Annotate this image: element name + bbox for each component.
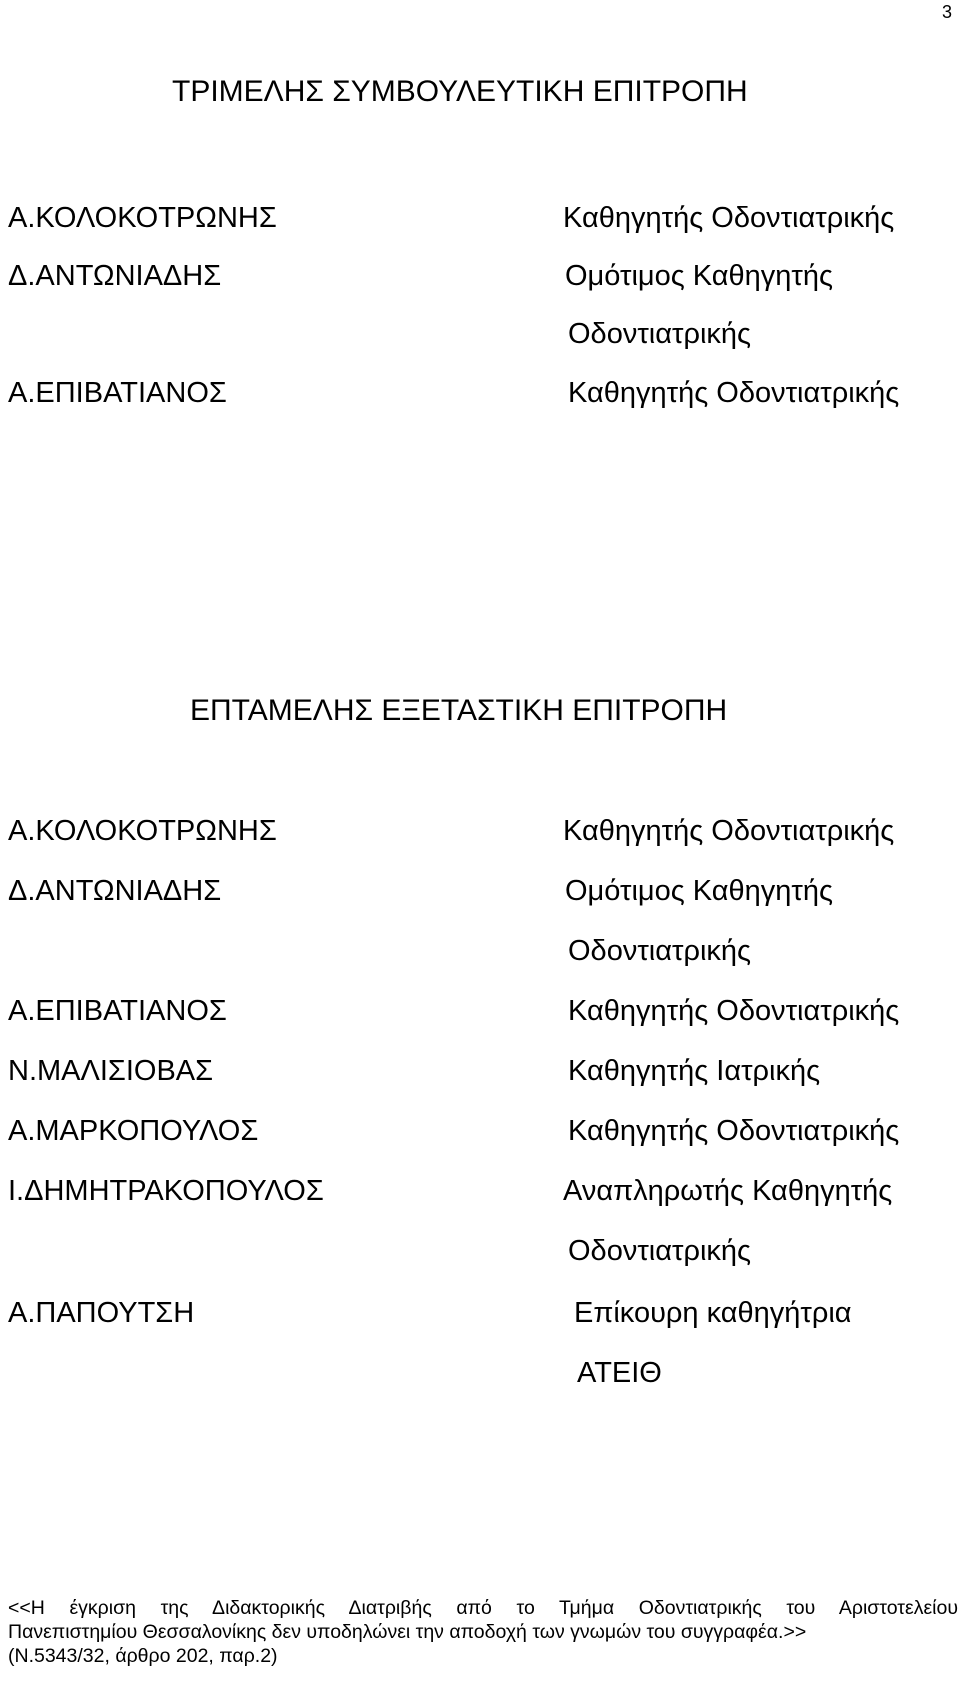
disclaimer-line: Πανεπιστημίου Θεσσαλονίκης δεν υποδηλώνει την αποδοχή των γνωμών του συγγραφέα.>>	[8, 1621, 807, 1643]
examination-member-title: Καθηγητής Οδοντιατρικής	[568, 995, 900, 1027]
examination-committee-title: ΕΠΤΑΜΕΛΗΣ ΕΞΕΤΑΣΤΙΚΗ ΕΠΙΤΡΟΠΗ	[190, 694, 728, 727]
examination-member-title-continued: Οδοντιατρικής	[568, 1235, 751, 1267]
examination-member-title: Καθηγητής Οδοντιατρικής	[568, 1115, 900, 1147]
examination-member-name: Α.ΜΑΡΚΟΠΟΥΛΟΣ	[8, 1115, 259, 1147]
advisory-committee-title: ΤΡΙΜΕΛΗΣ ΣΥΜΒΟΥΛΕΥΤΙΚΗ ΕΠΙΤΡΟΠΗ	[172, 75, 748, 108]
examination-member-title: Καθηγητής Ιατρικής	[568, 1055, 821, 1087]
advisory-member-title-continued: Οδοντιατρικής	[568, 318, 751, 350]
examination-member-title: Αναπληρωτής Καθηγητής	[563, 1175, 893, 1207]
examination-member-name: Α.ΠΑΠΟΥΤΣΗ	[8, 1297, 195, 1329]
examination-member-title: Επίκουρη καθηγήτρια	[574, 1297, 852, 1329]
approval-disclaimer	[8, 1596, 958, 1668]
examination-member-name: Α.ΕΠΙΒΑΤΙΑΝΟΣ	[8, 995, 227, 1027]
disclaimer-law-reference: (Ν.5343/32, άρθρο 202, παρ.2)	[8, 1645, 278, 1667]
advisory-member-title: Ομότιμος Καθηγητής	[565, 260, 833, 292]
examination-member-title: Καθηγητής Οδοντιατρικής	[563, 815, 895, 847]
advisory-member-name: Δ.ΑΝΤΩΝΙΑΔΗΣ	[8, 260, 222, 292]
disclaimer-line: <<Η έγκριση της Διδακτορικής Διατριβής από το Τμήμα Οδοντιατρικής του Αριστοτελείου	[8, 1597, 958, 1619]
advisory-member-title: Καθηγητής Οδοντιατρικής	[563, 202, 895, 234]
advisory-member-title: Καθηγητής Οδοντιατρικής	[568, 377, 900, 409]
page-number: 3	[941, 2, 952, 22]
examination-member-name: Α.ΚΟΛΟΚΟΤΡΩΝΗΣ	[8, 815, 277, 847]
advisory-member-name: Α.ΚΟΛΟΚΟΤΡΩΝΗΣ	[8, 202, 277, 234]
examination-member-name: Ν.ΜΑΛΙΣΙΟΒΑΣ	[8, 1055, 214, 1087]
examination-member-title-continued: ΑΤΕΙΘ	[577, 1357, 662, 1389]
examination-member-name: Ι.ΔΗΜΗΤΡΑΚΟΠΟΥΛΟΣ	[8, 1175, 324, 1207]
examination-member-title-continued: Οδοντιατρικής	[568, 935, 751, 967]
examination-member-name: Δ.ΑΝΤΩΝΙΑΔΗΣ	[8, 875, 222, 907]
examination-member-title: Ομότιμος Καθηγητής	[565, 875, 833, 907]
advisory-member-name: Α.ΕΠΙΒΑΤΙΑΝΟΣ	[8, 377, 227, 409]
